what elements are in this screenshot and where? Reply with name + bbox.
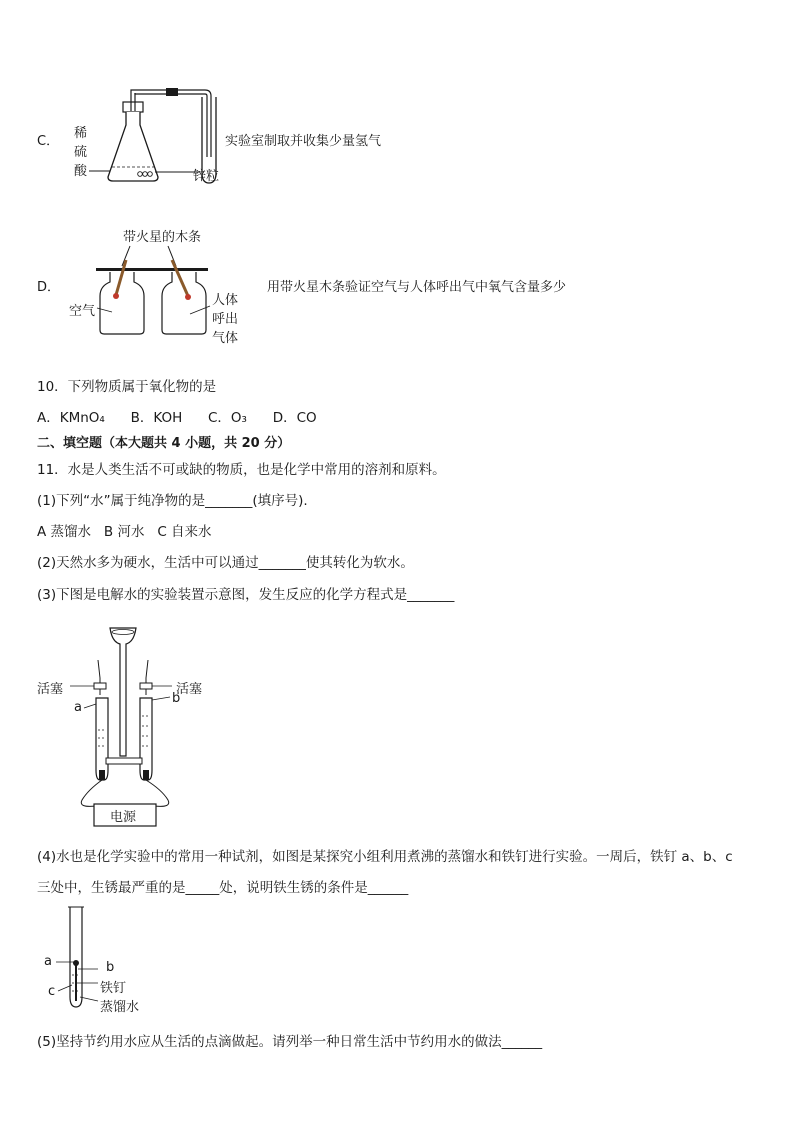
splint-label: 带火星的木条 <box>123 230 202 245</box>
electrolysis-apparatus-figure <box>78 620 208 830</box>
q11-part4-line2: 三处中，生锈最严重的是_____处，说明铁生锈的条件是______ <box>37 880 409 896</box>
option-c-letter: C． <box>37 134 60 149</box>
distilled-water-label: 蒸馏水 <box>100 1000 140 1015</box>
iron-nail-label: 铁钉 <box>100 981 127 996</box>
acid-label-char-2: 硫 <box>74 145 88 160</box>
acid-label-char-3: 酸 <box>74 164 88 179</box>
electrode-a-label: a <box>74 700 82 715</box>
q11-part2: (2)天然水多为硬水，生活中可以通过_______使其转化为软水。 <box>37 555 414 571</box>
breath-label-line-1: 人体 <box>212 293 239 308</box>
q11-part5: (5)坚持节约用水应从生活的点滴做起。请列举一种日常生活中节约用水的做法______ <box>37 1034 543 1050</box>
q10-stem: 10．下列物质属于氧化物的是 <box>37 379 217 395</box>
breath-label-line-2: 呼出 <box>212 312 239 327</box>
nail-point-a-label: a <box>44 954 52 969</box>
q11-part1-options: A 蒸馏水 B 河水 C 自来水 <box>37 524 212 540</box>
q11-part4-line1: (4)水也是化学实验中的常用一种试剂，如图是某探究小组利用煮沸的蒸馏水和铁钉进行实验。一周后，铁钉 a、b、c <box>37 849 733 865</box>
stopcock-right-label: 活塞 <box>176 682 203 697</box>
q11-stem: 11．水是人类生活不可或缺的物质，也是化学中常用的溶剂和原料。 <box>37 462 446 478</box>
breath-label-line-3: 气体 <box>212 331 239 346</box>
nail-point-b-label: b <box>106 960 115 975</box>
option-c-description: 实验室制取并收集少量氢气 <box>225 134 382 149</box>
electrode-b-label: b <box>172 691 181 706</box>
q11-part3: (3)下图是电解水的实验装置示意图，发生反应的化学方程式是_______ <box>37 587 455 603</box>
stopcock-left-label: 活塞 <box>37 682 64 697</box>
section-heading: 二、填空题（本大题共 4 小题，共 20 分） <box>37 436 291 451</box>
air-label: 空气 <box>69 304 96 319</box>
q10-options: A．KMnO₄ B．KOH C．O₃ D．CO <box>37 410 317 426</box>
q11-part1: (1)下列“水”属于纯净物的是_______(填序号). <box>37 493 308 509</box>
acid-label-char-1: 稀 <box>74 126 88 141</box>
option-d-description: 用带火星木条验证空气与人体呼出气中氧气含量多少 <box>267 280 567 295</box>
zinc-label: 锌粒 <box>193 169 220 184</box>
option-d-letter: D． <box>37 280 61 295</box>
power-supply-label: 电源 <box>110 810 137 825</box>
nail-point-c-label: c <box>48 984 56 999</box>
